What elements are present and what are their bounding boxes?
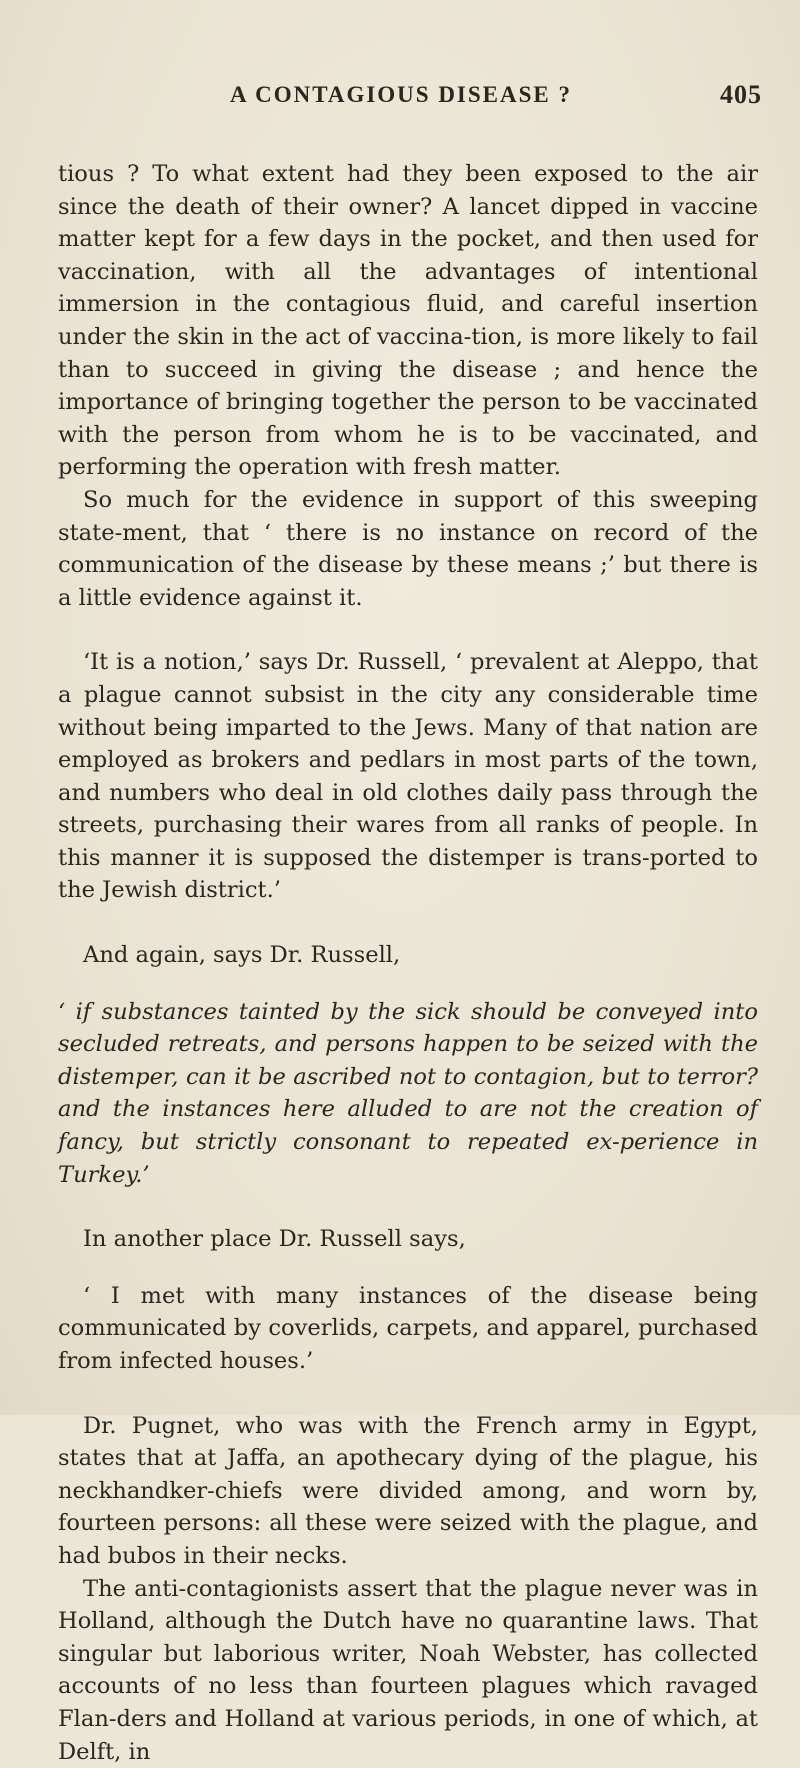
quote-paragraph: ‘It is a notion,’ says Dr. Russell, ‘ prevalent at Aleppo, that a plague cannot subsist in the city any considerable time without being imparted to the Jews. Many of that nation are employed as brokers and pedlars in most parts of the town, and numbers who deal in old clothes daily pass through the streets, purchasing their wares from all ranks of people. In this manner it is supposed the distemper is trans-ported to the Jewish district.’ (58, 649, 758, 904)
quote-paragraph: ‘ if substances tainted by the sick should be conveyed into secluded retreats, and persons happen to be seized with the distemper, can it be ascribed not to contagion, but to terror? and the instances here alluded to are not the creation of fancy, but strictly consonant to repeated ex-perience in Turkey.’ (58, 998, 758, 1188)
quote-paragraph: ‘ I met with many instances of the disease being communicated by coverlids, carpets, and apparel, purchased from infected houses.’ (58, 1282, 758, 1374)
chapter-title: A CONTAGIOUS DISEASE ? (230, 82, 573, 107)
paragraph: The anti-contagionists assert that the plague never was in Holland, although the Dutch have no quarantine laws. That singular but laborious writer, Noah Webster, has collected accounts of no less than fourteen plagues which ravaged Flan-ders and Holland at various periods, in one of which, at Delft, in (58, 1575, 758, 1765)
paragraph: tious ? To what extent had they been exposed to the air since the death of their owner? A lancet dipped in vaccine matter kept for a few days in the pocket, and then used for vaccination, with all the advantages of intentional immersion in the contagious fluid, and careful insertion under the skin in the act of vaccina-tion, is more likely to fail than to succeed in giving the disease ; and hence the importance of bringing together the person to be vaccinated with the person from whom he is to be vaccinated, and performing the operation with fresh matter. (58, 161, 758, 481)
page-number: 405 (720, 80, 762, 109)
paragraph: So much for the evidence in support of this sweeping state-ment, that ‘ there is no instance on record of the communication of the disease by these means ;’ but there is a little evidence against it. (58, 486, 758, 611)
paragraph: And again, says Dr. Russell, (83, 942, 401, 969)
paragraph: In another place Dr. Russell says, (83, 1226, 466, 1253)
paragraph: Dr. Pugnet, who was with the French army in Egypt, states that at Jaffa, an apothecary dying of the plague, his neckhandker-chiefs were divided among, and worn by, fourteen persons: all these were seized with the plague, and had bubos in their necks. (58, 1412, 758, 1569)
body-text (58, 158, 758, 1768)
